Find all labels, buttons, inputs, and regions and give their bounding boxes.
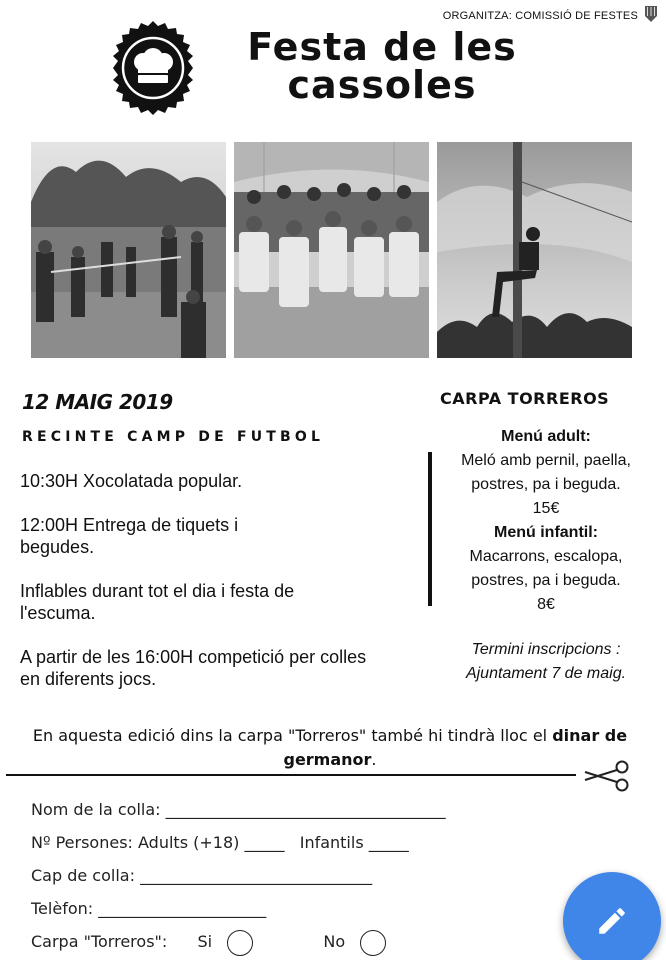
scissors-icon — [582, 760, 632, 792]
option-si-radio[interactable] — [227, 930, 253, 956]
title-line-1: Festa de les — [247, 25, 517, 69]
form-row-cap[interactable]: Cap de colla: _____________________________ — [31, 866, 373, 885]
persones-adults: Nº Persones: Adults (+18) _____ — [31, 833, 285, 852]
persones-infantils: Infantils _____ — [299, 833, 409, 852]
menu-adult-items: Meló amb pernil, paella, postres, pa i beguda. — [461, 452, 631, 493]
carpa-title: CARPA TORREROS — [440, 389, 610, 408]
registration-form — [31, 793, 591, 958]
chef-hat-logo-icon — [106, 21, 200, 115]
option-no-label: No — [323, 932, 346, 951]
schedule-item: 12:00H Entrega de tiquets i begudes. — [20, 515, 239, 557]
menu-block — [440, 425, 652, 617]
crest-icon — [644, 5, 658, 23]
schedule-list — [20, 470, 410, 712]
title-line-2: cassoles — [287, 63, 477, 107]
form-row-persones[interactable] — [31, 826, 591, 859]
schedule-item: 10:30H Xocolatada popular. — [20, 471, 243, 491]
menu-child-items: Macarrons, escalopa, postres, pa i beguda. — [469, 548, 623, 589]
schedule-item: A partir de les 16:00H competició per colles en diferents jocs. — [20, 647, 367, 689]
event-venue: RECINTE CAMP DE FUTBOL — [22, 429, 325, 445]
option-no-radio[interactable] — [360, 930, 386, 956]
notice-body: En aquesta edició dins la carpa "Torreros" també hi tindrà lloc el — [32, 726, 553, 745]
notice-highlight: dinar de germanor — [283, 726, 628, 769]
menu-child-heading: Menú infantil: — [494, 524, 598, 541]
form-row-carpa — [31, 925, 591, 958]
deadline-line-2: Ajuntament 7 de maig. — [465, 665, 627, 682]
menu-adult-heading: Menú adult: — [501, 428, 591, 445]
deadline-line-1: Termini inscripcions : — [471, 641, 621, 658]
carpa-label: Carpa "Torreros": — [31, 932, 168, 951]
notice-end: . — [371, 750, 377, 769]
menu-adult-price: 15€ — [532, 500, 560, 517]
edit-button[interactable] — [563, 872, 661, 960]
photo-greasy-pole — [437, 142, 632, 358]
registration-deadline — [440, 638, 652, 686]
organizer-label: ORGANITZA: COMISSIÓ DE FESTES — [442, 10, 638, 22]
notice-text — [5, 724, 655, 772]
photo-sack-race — [234, 142, 429, 358]
cut-line — [6, 774, 576, 776]
menu-child-price: 8€ — [537, 596, 555, 613]
pencil-icon — [595, 904, 629, 938]
event-date: 12 MAIG 2019 — [22, 390, 173, 414]
schedule-item: Inflables durant tot el dia i festa de l'escuma. — [20, 581, 295, 623]
form-row-telefon[interactable]: Telèfon: _____________________ — [31, 899, 267, 918]
option-si-label: Si — [197, 932, 213, 951]
photo-tug-of-war — [31, 142, 226, 358]
page-title — [232, 25, 532, 107]
form-row-nom[interactable]: Nom de la colla: ___________________________________ — [31, 800, 446, 819]
divider-bar — [428, 452, 432, 606]
